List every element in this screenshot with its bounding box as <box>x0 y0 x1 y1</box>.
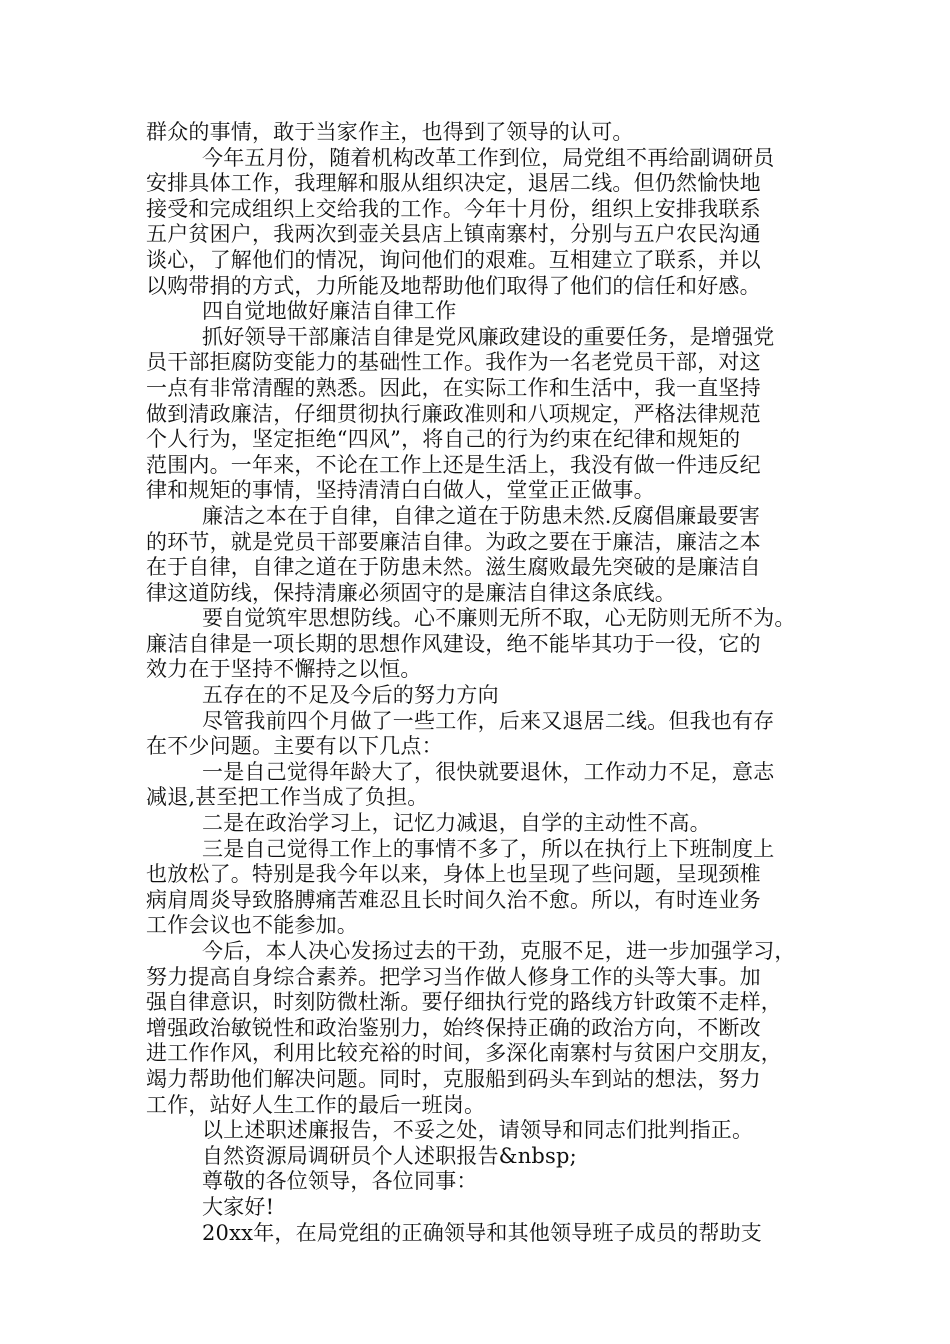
text-line: 进工作作风，利用比较充裕的时间，多深化南寨村与贫困户交朋友， <box>146 1041 782 1066</box>
text-line: 竭力帮助他们解决问题。同时，克服船到码头车到站的想法，努力 <box>146 1066 761 1091</box>
text-line: 律和规矩的事情，坚持清清白白做人，堂堂正正做事。 <box>146 478 655 503</box>
text-line: 群众的事情，敢于当家作主，也得到了领导的认可。 <box>146 120 634 144</box>
text-line: 尽管我前四个月做了一些工作，后来又退居二线。但我也有存 <box>202 708 775 733</box>
text-line: 增强政治敏锐性和政治鉴别力，始终保持正确的政治方向，不断改 <box>146 1015 761 1040</box>
text-line: 今年五月份，随着机构改革工作到位，局党组不再给副调研员 <box>202 145 775 170</box>
text-line: 的环节，就是党员干部要廉洁自律。为政之要在于廉洁，廉洁之本 <box>146 529 761 554</box>
text-line: 工作会议也不能参加。 <box>146 913 358 938</box>
text-line: 强自律意识，时刻防微杜渐。要仔细执行党的路线方针政策不走样， <box>146 990 782 1015</box>
text-line: 五存在的不足及今后的努力方向 <box>202 683 499 708</box>
text-line: 减退,甚至把工作当成了负担。 <box>146 785 429 810</box>
text-line: 以上述职述廉报告，不妥之处，请领导和同志们批判指正。 <box>202 1118 754 1143</box>
text-line: 个人行为，坚定拒绝“四风”，将自己的行为约束在纪律和规矩的 <box>146 427 741 452</box>
text-line: 自然资源局调研员个人述职报告&nbsp; <box>202 1143 577 1168</box>
text-line: 三是自己觉得工作上的事情不多了，所以在执行上下班制度上 <box>202 836 775 861</box>
text-line: 做到清政廉洁，仔细贯彻执行廉政准则和八项规定，严格法律规范 <box>146 401 761 426</box>
text-line: 20xx年，在局党组的正确领导和其他领导班子成员的帮助支 <box>202 1220 763 1245</box>
text-line: 员干部拒腐防变能力的基础性工作。我作为一名老党员干部，对这 <box>146 350 761 375</box>
text-line: 范围内。一年来，不论在工作上还是生活上，我没有做一件违反纪 <box>146 452 761 477</box>
text-line: 病肩周炎导致胳膊痛苦难忍且长时间久治不愈。所以，有时连业务 <box>146 887 761 912</box>
text-line: 在不少问题。主要有以下几点： <box>146 734 443 759</box>
document-body <box>146 120 816 1246</box>
text-line: 接受和完成组织上交给我的工作。今年十月份，组织上安排我联系 <box>146 196 761 221</box>
text-line: 律这道防线，保持清廉必须固守的是廉洁自律这条底线。 <box>146 580 676 605</box>
text-line: 五户贫困户，我两次到壶关县店上镇南寨村，分别与五户农民沟通 <box>146 222 761 247</box>
text-line: 效力在于坚持不懈持之以恒。 <box>146 657 422 682</box>
text-line: 廉洁自律是一项长期的思想作风建设，绝不能毕其功于一役，它的 <box>146 631 761 656</box>
text-line: 尊敬的各位领导，各位同事： <box>202 1169 478 1194</box>
text-line: 一点有非常清醒的熟悉。因此，在实际工作和生活中，我一直坚持 <box>146 375 761 400</box>
text-line: 安排具体工作，我理解和服从组织决定，退居二线。但仍然愉快地 <box>146 171 761 196</box>
text-line: 今后，本人决心发扬过去的干劲，克服不足，进一步加强学习， <box>202 939 796 963</box>
text-line: 抓好领导干部廉洁自律是党风廉政建设的重要任务，是增强党 <box>202 324 775 349</box>
text-line: 工作，站好人生工作的最后一班岗。 <box>146 1092 486 1117</box>
text-line: 也放松了。特别是我今年以来，身体上也呈现了些问题，呈现颈椎 <box>146 862 761 887</box>
text-line: 大家好! <box>202 1194 275 1219</box>
text-line: 谈心，了解他们的情况，询问他们的艰难。互相建立了联系，并以 <box>146 247 761 272</box>
text-line: 以购带捐的方式，力所能及地帮助他们取得了他们的信任和好感。 <box>146 273 761 298</box>
text-line: 努力提高自身综合素养。把学习当作做人修身工作的头等大事。加 <box>146 964 761 989</box>
text-line: 廉洁之本在于自律，自律之道在于防患未然.反腐倡廉最要害 <box>202 503 761 528</box>
text-line: 要自觉筑牢思想防线。心不廉则无所不取，心无防则无所不为。 <box>202 606 796 631</box>
text-line: 二是在政治学习上，记忆力减退，自学的主动性不高。 <box>202 811 711 836</box>
text-line: 在于自律，自律之道在于防患未然。滋生腐败最先突破的是廉洁自 <box>146 555 761 580</box>
text-line: 四自觉地做好廉洁自律工作 <box>202 299 457 324</box>
text-line: 一是自己觉得年龄大了，很快就要退休，工作动力不足，意志 <box>202 759 775 784</box>
